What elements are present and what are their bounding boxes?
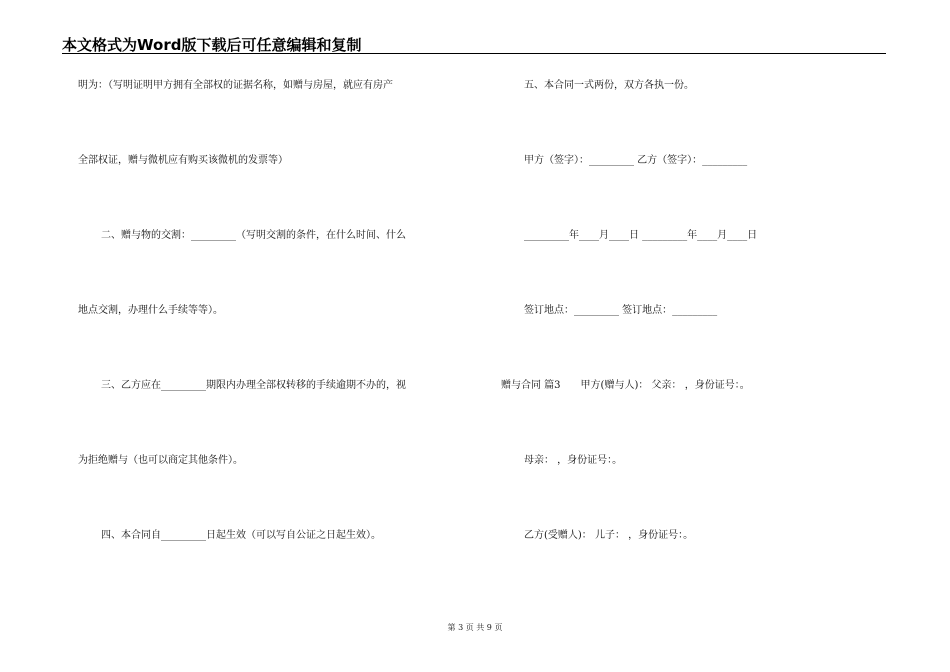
page-number-indicator: 第 3 页 共 9 页 [447, 623, 503, 632]
clause-three-line: 三、乙方应在_________期限内办理全部权转移的手续逾期不办的，视 [101, 380, 406, 391]
left-paragraph-line: 全部权证，赠与微机应有购买该微机的发票等） [78, 155, 288, 166]
date-line: _________年____月____日 _________年____月____日 [524, 230, 758, 241]
header-divider [62, 53, 886, 54]
left-paragraph-line: 明为：（写明证明甲方拥有全部权的证据名称，如赠与房屋，就应有房产 [78, 80, 393, 91]
clause-five-line: 五、本合同一式两份，双方各执一份。 [524, 80, 694, 91]
clause-four-line: 四、本合同自_________日起生效（可以写自公证之日起生效）。 [101, 530, 381, 541]
signature-line: 甲方（签字）：_________ 乙方（签字）：_________ [524, 155, 748, 166]
mother-info-line: 母亲： ，身份证号：。 [524, 455, 623, 466]
clause-two-line: 二、赠与物的交割：_________（写明交割的条件，在什么时间、什么 [101, 230, 406, 241]
left-paragraph-line: 地点交割，办理什么手续等等）。 [78, 305, 223, 316]
left-paragraph-line: 为拒绝赠与（也可以商定其他条件）。 [78, 455, 243, 466]
contract-three-heading-line: 赠与合同 篇3 甲方(赠与人)： 父亲： ，身份证号：。 [501, 380, 750, 391]
document-header-title: 本文格式为Word版下载后可任意编辑和复制 [62, 36, 362, 54]
signing-place-line: 签订地点：_________ 签订地点：_________ [524, 305, 718, 316]
recipient-info-line: 乙方(受赠人)： 儿子： ，身份证号：。 [524, 530, 694, 541]
